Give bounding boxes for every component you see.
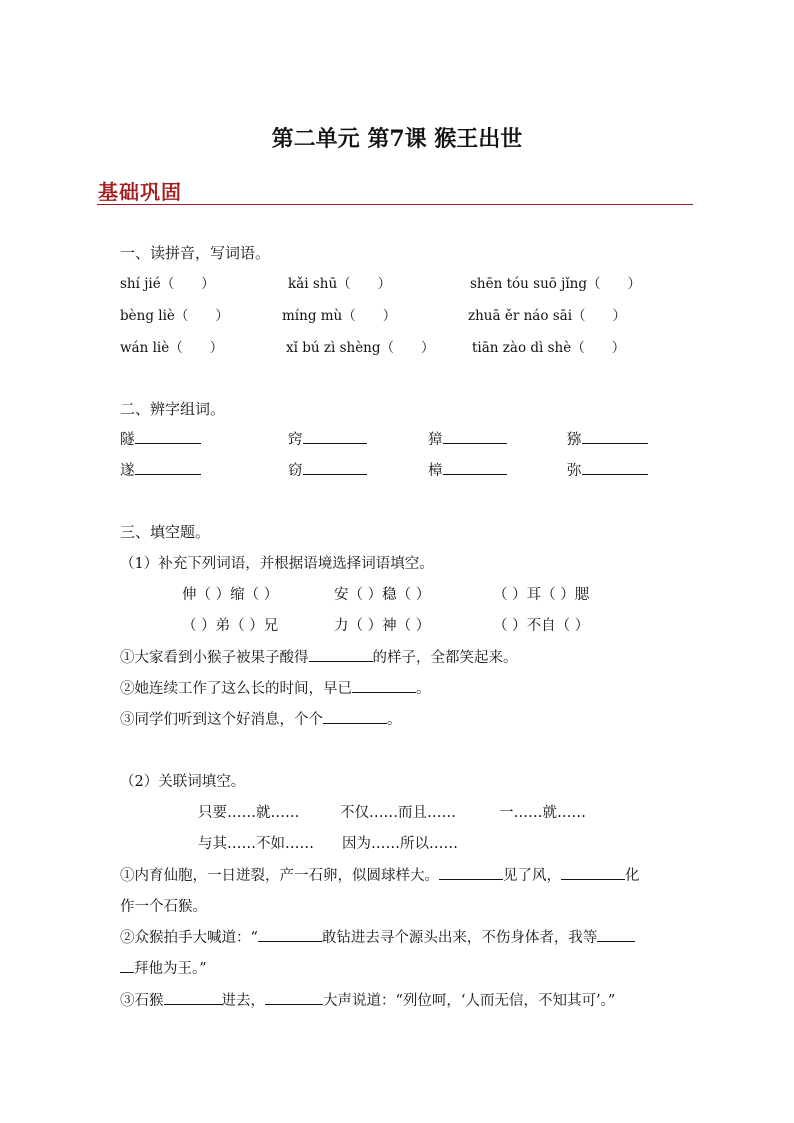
answer-blank[interactable]	[258, 927, 322, 942]
fill-word: 伸（ ）缩（ ）	[182, 587, 279, 603]
answer-blank[interactable]	[303, 460, 367, 475]
conjunction-sentence: ①内育仙胞，一日迸裂，产一石卵，似圆球样大。 见了风， 化	[120, 864, 640, 885]
answer-blank[interactable]	[443, 429, 507, 444]
conjunction-sentence-cont: 作一个石猴。	[120, 899, 207, 915]
q1-heading: 一、读拼音，写词语。	[120, 244, 271, 262]
char: 窍	[288, 432, 303, 448]
section-banner: 基础巩固	[98, 180, 182, 204]
q3-part2-label: （2）关联词填空。	[120, 774, 246, 790]
answer-blank[interactable]	[582, 429, 648, 444]
fill-sentence: ②她连续工作了这么长的时间，早已 。	[120, 677, 431, 698]
fill-word: 安（ ）稳（ ）	[334, 587, 431, 603]
fill-word: （ ）不自（ ）	[493, 618, 590, 634]
char: 弥	[567, 463, 582, 479]
char: 獐	[428, 432, 443, 448]
answer-blank[interactable]	[309, 647, 373, 662]
answer-blank[interactable]	[443, 460, 507, 475]
answer-blank[interactable]	[120, 958, 134, 973]
fill-sentence: ③同学们听到这个好消息，个个 。	[120, 708, 402, 729]
pinyin-item: míng mù（ ）	[282, 308, 397, 324]
conjunction-option: 与其……不如……	[198, 836, 314, 852]
section-divider	[97, 204, 693, 205]
pinyin-item: shí jié（ ）	[120, 276, 215, 292]
char-item	[288, 428, 367, 449]
conjunction-sentence: ②众猴拍手大喊道：“ 敢钻进去寻个源头出来，不伤身体者，我等	[120, 926, 635, 947]
char-item	[288, 459, 367, 480]
answer-blank[interactable]	[135, 429, 201, 444]
q3-heading: 三、填空题。	[120, 523, 211, 541]
pinyin-item: shēn tóu suō jǐng（ ）	[470, 276, 642, 292]
answer-blank[interactable]	[597, 927, 635, 942]
answer-blank[interactable]	[439, 865, 503, 880]
answer-blank[interactable]	[561, 865, 625, 880]
answer-blank[interactable]	[135, 460, 201, 475]
char: 樟	[428, 463, 443, 479]
fill-word: （ ）耳（ ）腮	[493, 587, 590, 603]
q2-heading: 二、辨字组词。	[120, 400, 226, 418]
answer-blank[interactable]	[352, 678, 416, 693]
answer-blank[interactable]	[265, 990, 323, 1005]
pinyin-item: kǎi shū（ ）	[288, 276, 392, 292]
conjunction-option: 只要……就……	[198, 805, 300, 821]
char: 猕	[567, 432, 582, 448]
pinyin-item: xǐ bú zì shèng（ ）	[286, 340, 435, 356]
char-item	[120, 428, 201, 449]
char: 隧	[120, 432, 135, 448]
conjunction-option: 因为……所以……	[342, 836, 458, 852]
char: 遂	[120, 463, 135, 479]
char-item	[428, 459, 507, 480]
pinyin-item: tiān zào dì shè（ ）	[472, 340, 626, 356]
pinyin-item: bèng liè（ ）	[120, 308, 229, 324]
char-item	[428, 428, 507, 449]
conjunction-sentence: ③石猴 进去， 大声说道：“列位呵，‘人而无信，不知其可’。”	[120, 989, 615, 1010]
char-item	[567, 428, 648, 449]
conjunction-option: 一……就……	[499, 805, 586, 821]
page-title: 第二单元 第7课 猴王出世	[271, 126, 523, 152]
conjunction-option: 不仅……而且……	[340, 805, 456, 821]
conjunction-sentence-cont: 拜他为王。”	[120, 957, 207, 978]
answer-blank[interactable]	[582, 460, 648, 475]
answer-blank[interactable]	[303, 429, 367, 444]
fill-word: （ ）弟（ ）兄	[182, 618, 279, 634]
q3-part1-label: （1）补充下列词语，并根据语境选择词语填空。	[120, 556, 434, 572]
char: 窃	[288, 463, 303, 479]
pinyin-item: zhuā ěr náo sāi（ ）	[468, 308, 627, 324]
answer-blank[interactable]	[164, 990, 222, 1005]
answer-blank[interactable]	[323, 709, 387, 724]
fill-word: 力（ ）神（ ）	[334, 618, 431, 634]
char-item	[567, 459, 648, 480]
pinyin-item: wán liè（ ）	[120, 340, 224, 356]
fill-sentence: ①大家看到小猴子被果子酸得 的样子，全都笑起来。	[120, 646, 518, 667]
char-item	[120, 459, 201, 480]
